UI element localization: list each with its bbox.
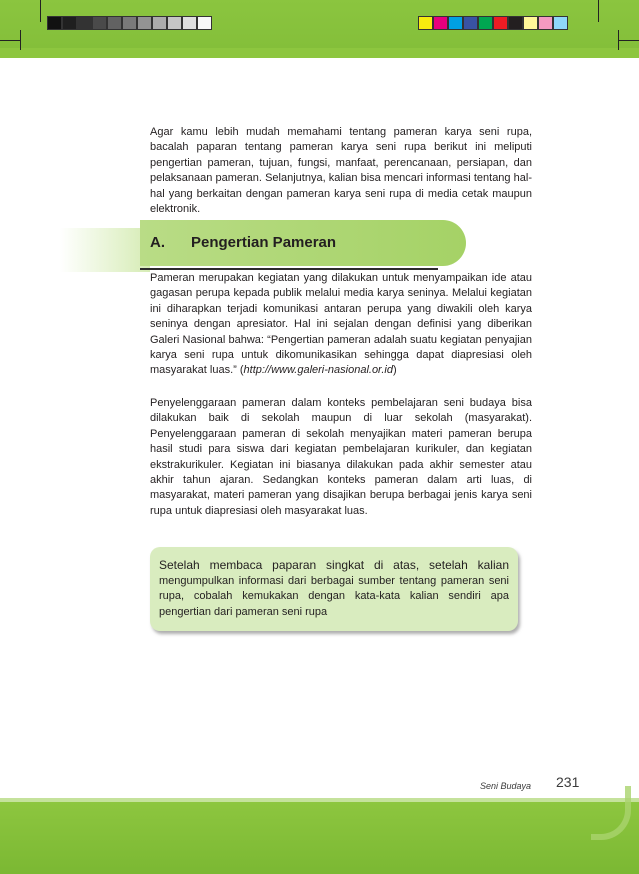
calibration-swatch [508, 16, 523, 30]
calibration-swatch [137, 16, 152, 30]
section-letter: A. [150, 234, 165, 251]
calibration-swatch [152, 16, 167, 30]
paragraph-1-text: Pameran merupakan kegiatan yang dilakukan untuk menyampaikan ide atau gagasan perupa kepada publik melalui media karya seninya. Melalui kegiatan ini diharapkan terjadi komunikasi antaran perupa yang diwakili oleh karya seninya dengan apresiator. Hal ini sejalan dengan definisi yang diberikan Galeri Nasional bahwa: “Pengertian pameran adalah suatu kegiatan penyajian karya seni rupa untuk dikomunikasikan sehingga dapat diapresiasi oleh masyarakat luas.” [150, 272, 532, 377]
crop-mark [40, 0, 41, 22]
paragraph-2-text: Penyelenggaraan pameran dalam konteks pembelajaran seni budaya bisa dilakukan baik di sekolah maupun di luar sekolah (masyarakat). Penyelenggaraan pameran di sekolah menyajikan materi pameran berupa hasil studi para siswa dari kegiatan pembelajaran kurikuler, dan kegiatan ekstrakurikuler. Kegiatan ini biasanya dilakukan pada akhir semester atau akhir tahun ajaran. Sedangkan konteks pameran dalam arti luas, di masyarakat, materi pameran yang disajikan berupa berbagai jenis karya seni rupa untuk diapresiasi oleh masyarakat luas. [150, 397, 532, 517]
crop-mark [598, 0, 599, 22]
activity-note-text [159, 558, 509, 620]
calibration-swatch [418, 16, 433, 30]
heading-fade [60, 228, 150, 272]
calibration-swatch [62, 16, 77, 30]
source-close: ) [392, 364, 397, 377]
calibration-swatch [553, 16, 568, 30]
calibration-swatch [433, 16, 448, 30]
calibration-swatch [493, 16, 508, 30]
calibration-swatch [47, 16, 62, 30]
paragraph-1 [150, 271, 532, 379]
intro-paragraph [150, 125, 532, 217]
note-rest: mengumpulkan informasi dari berbagai sumber tentang pameran seni rupa, cobalah kemukakan dengan kata-kata kalian sendiri apa pengertian dari pameran seni rupa [159, 575, 509, 618]
calibration-swatch [122, 16, 137, 30]
intro-text: Agar kamu lebih mudah memahami tentang pameran karya seni rupa, bacalah paparan tentang pameran karya seni rupa berikut ini meliputi pengertian pameran, tujuan, fungsi, manfaat, perencanaan, persiapan, dan pelaksanaan pameran. Selanjutnya, kalian bisa mencari informasi tentang hal-hal yang berkaitan dengan pameran karya seni rupa di media cetak maupun elektronik. [150, 126, 532, 216]
paragraph-2 [150, 396, 532, 519]
footer-book-title: Seni Budaya [480, 781, 532, 791]
crop-mark [618, 30, 619, 50]
source-url: http://www.galeri-nasional.or.id [243, 364, 393, 377]
crop-mark [619, 40, 639, 41]
bottom-green-band [0, 802, 639, 874]
crop-mark [20, 30, 21, 50]
calibration-swatch [92, 16, 107, 30]
calibration-swatch [478, 16, 493, 30]
calibration-swatch [448, 16, 463, 30]
page-number: 231 [556, 774, 580, 790]
color-calibration-strip [418, 16, 568, 30]
gray-calibration-strip [47, 16, 212, 30]
calibration-swatch [167, 16, 182, 30]
section-title: Pengertian Pameran [191, 234, 337, 251]
calibration-swatch [182, 16, 197, 30]
section-heading-underline [140, 268, 438, 270]
calibration-swatch [538, 16, 553, 30]
calibration-swatch [107, 16, 122, 30]
note-line-1: Setelah membaca paparan singkat di atas, setelah kalian [159, 558, 509, 572]
crop-mark [0, 40, 20, 41]
source-open: ( [239, 364, 244, 377]
calibration-swatch [197, 16, 212, 30]
calibration-swatch [523, 16, 538, 30]
calibration-swatch [463, 16, 478, 30]
calibration-swatch [77, 16, 92, 30]
section-heading [150, 234, 336, 251]
